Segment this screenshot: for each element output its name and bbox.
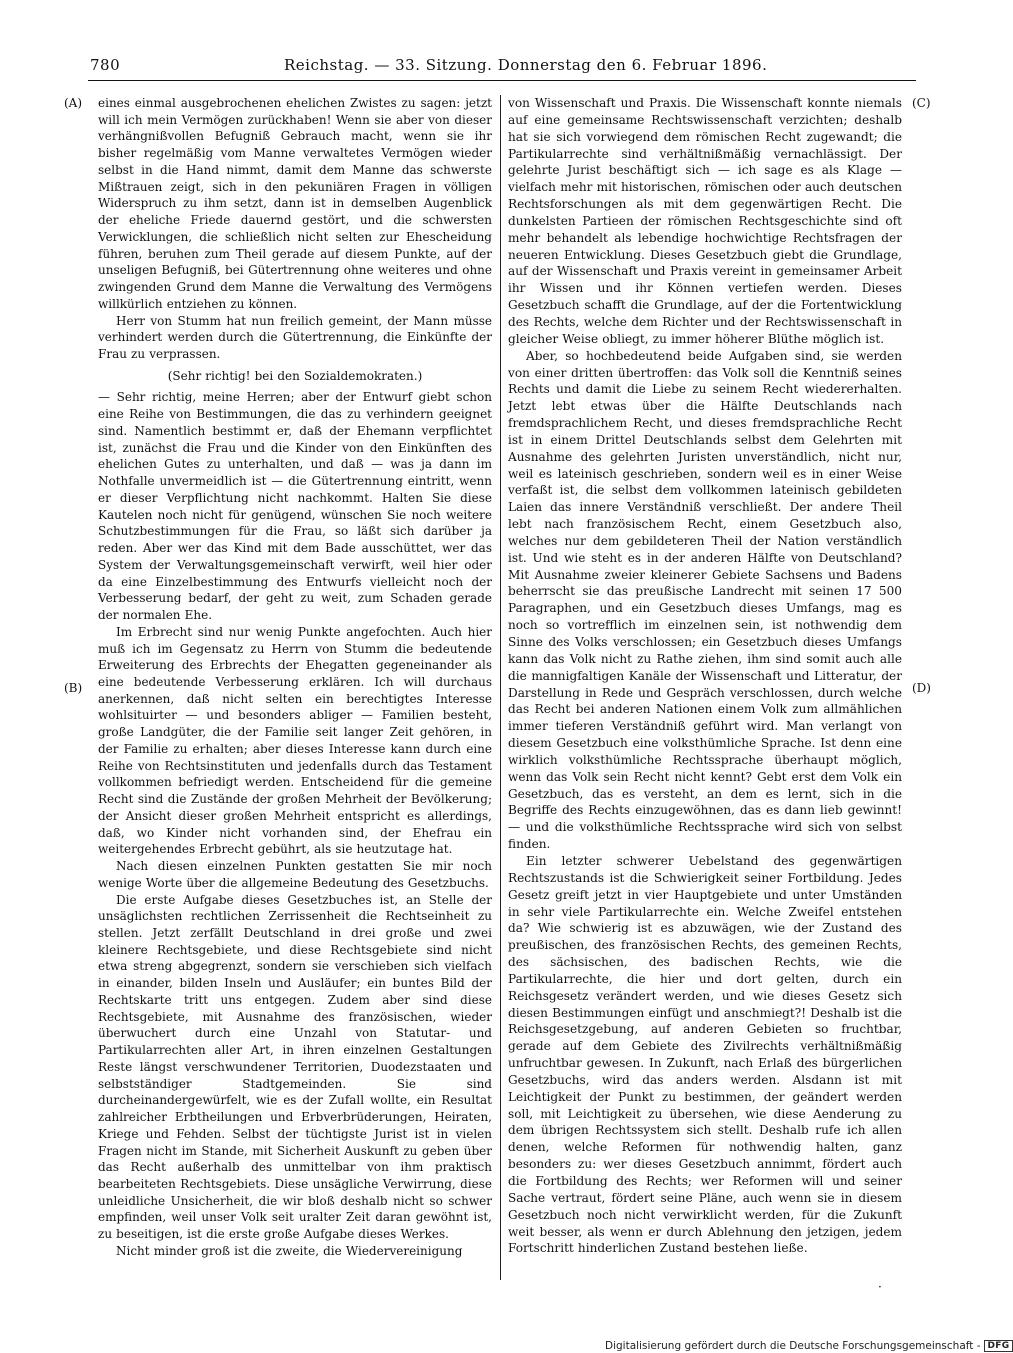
footer-credit bbox=[605, 1340, 1013, 1352]
margin-mark-c: (C) bbox=[912, 96, 931, 110]
paragraph: von Wissenschaft und Praxis. Die Wissenschaft konnte niemals auf eine gemeinsame Rechtswissenschaft verzichten; deshalb hat sie sich vorwiegend dem römischen Recht zugewandt; die Partikularrechte sind verhältnißmäßig vernachlässigt. Der gelehrte Jurist beschäftigt sich — ich sage es als Klage — vielfach mehr mit historischen, römischen oder auch deutschen Rechtsforschungen als mit dem gegenwärtigen Recht. Die dunkelsten Partieen der römischen Rechtsgeschichte sind oft mehr behandelt als lebendige hochwichtige Rechtsfragen der neueren Entwicklung. Dieses Gesetzbuch giebt die Grundlage, auf der Wissenschaft und Praxis vereint in gemeinsamer Arbeit ihr Wissen und ihr Können vertiefen werden. Dieses Gesetzbuch schafft die Grundlage, auf der die Fortentwicklung des Rechts, welche dem Richter und der Rechtswissenschaft in gleicher Weise obliegt, zu immer höherer Blüthe möglich ist. bbox=[508, 96, 902, 346]
paragraph: — Sehr richtig, meine Herren; aber der Entwurf giebt schon eine Reihe von Bestimmungen, die das zu verhindern geeignet sind. Namentlich bestimmt er, daß der Ehemann verpflichtet ist, zunächst die Frau und die Kinder von den Einkünften des ehelichen Gutes zu unterhalten, und daß — was ja dann im Nothfalle unvermeidlich ist — die Gütertrennung eintritt, wenn er dieser Verpflichtung nicht nachkommt. Halten Sie diese Kautelen noch nicht für genügend, wünschen Sie noch weitere Schutzbestimmungen für die Frau, so läßt sich darüber ja reden. Aber wer das Kind mit dem Bade ausschüttet, wer das System der Verwaltungsgemeinschaft verwirft, weil hier oder da eine Einzelbestimmung des Entwurfs vielleicht noch der Verbesserung bedarf, der geht zu weit, zum Schaden gerade der normalen Ehe. bbox=[98, 390, 492, 623]
column-divider bbox=[500, 95, 501, 1280]
margin-mark-a: (A) bbox=[64, 96, 83, 110]
margin-mark-d: (D) bbox=[912, 681, 931, 695]
paragraph: Nach diesen einzelnen Punkten gestatten Sie mir noch wenige Worte über die allgemeine Bedeutung des Gesetzbuchs. bbox=[98, 859, 492, 890]
running-title: Reichstag. — 33. Sitzung. Donnerstag den 6. Februar 1896. bbox=[284, 56, 768, 74]
paragraph: Ein letzter schwerer Uebelstand des gegenwärtigen Rechtszustands ist die Schwierigkeit seiner Fortbildung. Jedes Gesetz greift jetzt in vier Hauptgebiete und unter Umständen in sehr viele Partikularrechte ein. Welche Zweifel entstehen da? Wie schwierig ist es abzuwägen, wie der Zustand des preußischen, des französischen Rechts, des gemeinen Rechts, des sächsischen, des badischen Rechts, wie die Partikularrechte, die hier und dort gelten, durch ein Reichsgesetz verändert werden, und wie dieses Gesetz sich diesen Bestimmungen einfügt und anschmiegt?! Deshalb ist die Reichsgesetzgebung, auf anderen Gebieten so fruchtbar, gerade auf dem Gebiete des Zivilrechts verhältnißmäßig unfruchtbar gewesen. In Zukunft, nach Erlaß des bürgerlichen Gesetzbuchs, wird das anders werden. Alsdann ist mit Leichtigkeit der Punkt zu bestimmen, der geändert werden soll, mit Leichtigkeit zu übersehen, wie diese Aenderung zu dem übrigen Rechtssystem sich stellt. Deshalb rufe ich allen denen, welche Reformen für nothwendig halten, ganz besonders zu: wer dieses Gesetzbuch annimmt, fördert auch die Fortbildung des Rechts; wer Reformen will und seiner Sache vertraut, fördert seine Pläne, auch wenn sie in diesem Gesetzbuch noch nicht verwirklicht werden, für die Zukunft weit besser, als wenn er durch Ablehnung den jetzigen, jedem Fortschritt hinderlichen Zustand bestehen ließe. bbox=[508, 853, 902, 1256]
page-number: 780 bbox=[90, 56, 121, 74]
paragraph: Herr von Stumm hat nun freilich gemeint, der Mann müsse verhindert werden durch die Gütertrennung, die Einkünfte der Frau zu verprassen. bbox=[98, 313, 492, 362]
paragraph: Im Erbrecht sind nur wenig Punkte angefochten. Auch hier muß ich im Gegensatz zu Herrn von Stumm die bedeutende Erweiterung des Erbrechts der Ehegatten gegeneinander als eine bedeutende Verbesserung erklären. Ich will durchaus anerkennen, daß nicht selten ein berechtigtes Interesse wohlsituirter — und besonders abliger — Familien besteht, große Landgüter, die der Familie seit langer Zeit gehören, in der Familie zu erhalten; aber dieses Interesse kann durch eine Reihe von Rechtsinstituten und jedenfalls durch das Testament vollkommen befriedigt werden. Entscheidend für die gemeine Recht sind die Zustände der großen Mehrheit der Bevölkerung; der Ansicht dieser großen Mehrheit entspricht es allerdings, daß, wo Kinder nicht vorhanden sind, der Ehefrau ein weitergehendes Erbrecht gebührt, als sie heutzutage hat. bbox=[98, 624, 492, 857]
footer-text: Digitalisierung gefördert durch die Deutsche Forschungsgemeinschaft - bbox=[605, 1340, 981, 1352]
dfg-logo: DFG bbox=[984, 1340, 1013, 1352]
page-header bbox=[64, 52, 938, 78]
stray-mark: · bbox=[878, 1280, 882, 1294]
right-column bbox=[508, 95, 902, 1257]
header-rule bbox=[88, 80, 916, 81]
left-column bbox=[98, 95, 492, 1260]
paragraph: Aber, so hochbedeutend beide Aufgaben sind, sie werden von einer dritten übertroffen: das Volk soll die Kenntniß seines Rechts und damit die Liebe zu seinem Recht wiedererhalten. Jetzt lebt etwas über die Hälfte Deutschlands nach fremdsprachlichem Recht, und dieses fremdsprachliche Recht ist in einem Drittel Deutschlands selbst dem Gelehrten mit Ausnahme des gelehrten Juristen unverständlich, nicht nur, weil es lateinisch geschrieben, sondern weil es in einer Weise verfaßt ist, die selbst dem vollkommen lateinisch gebildeten Laien das innere Verständniß verschließt. Der andere Theil lebt nach französischem Recht, einem Gesetzbuch also, welches nur dem gebildeteren Theil der Nation verständlich ist. Und wie steht es in der anderen Hälfte von Deutschland? Mit Ausnahme zweier kleinerer Gebiete Sachsens und Badens beherrscht sie das preußische Landrecht mit seinen 17 500 Paragraphen, und ein Gesetzbuch dieses Umfangs, mag es noch so vortrefflich im einzelnen sein, ist nothwendig dem Sinne des Volks verschlossen; ein Gesetzbuch dieses Umfangs kann das Volk nicht zu Rathe ziehen, ihm sind somit auch alle die mannigfaltigen Kanäle der Wissenschaft und Litteratur, der Darstellung in Rede und Gespräch verschlossen, durch welche das Recht bei anderen Nationen einem Volk zum allmählichen immer tieferen Verständniß geführt wird. Man verlangt von diesem Gesetzbuch eine volksthümliche Sprache. Ist denn eine wirklich volksthümliche Rechtssprache überhaupt möglich, wenn das Volk sein Recht nicht kennt? Gebt erst dem Volk ein Gesetzbuch, das es versteht, an dem es lernt, sich in die Begriffe des Rechts einzugewöhnen, das es dann lieb gewinnt! — und die volksthümliche Rechtssprache wird sich von selbst finden. bbox=[508, 348, 902, 852]
interjection: (Sehr richtig! bei den Sozialdemokraten.) bbox=[167, 368, 423, 383]
margin-mark-b: (B) bbox=[64, 681, 83, 695]
paragraph: eines einmal ausgebrochenen ehelichen Zwistes zu sagen: jetzt will ich mein Vermögen zurückhaben! Wenn sie aber von dieser verhängnißvollen Befugniß Gebrauch macht, wenn sie ihr bisher regelmäßig vom Manne verwaltetes Vermögen wieder selbst in die Hand nimmt, damit dem Manne das schwerste Mißtrauen zeigt, sich in den pekuniären Fragen in völligen Widerspruch zu ihm setzt, dann ist in demselben Augenblick der eheliche Friede dauernd gestört, und die schwersten Verwicklungen, die schließlich nicht selten zur Ehescheidung führen, beruhen zum Theil gerade auf diesem Punkte, auf der unseligen Befugniß, bei Gütertrennung ohne weiteres und ohne zwingenden Grund dem Manne die Verwaltung des Vermögens willkürlich entziehen zu können. bbox=[98, 96, 492, 311]
paragraph: Nicht minder groß ist die zweite, die Wiedervereinigung bbox=[116, 1243, 463, 1258]
paragraph: Die erste Aufgabe dieses Gesetzbuches ist, an Stelle der unsäglichsten rechtlichen Zerrissenheit die Rechtseinheit zu stellen. Jetzt zerfällt Deutschland in drei große und zwei kleinere Rechtsgebiete, und diese Rechtsgebiete sind nicht etwa streng abgegrenzt, sondern sie verschieben sich vielfach in einander, bilden Inseln und Ausläufer; ein buntes Bild der Rechtskarte tritt uns entgegen. Zudem aber sind diese Rechtsgebiete, mit Ausnahme des französischen, wieder überwuchert durch eine Unzahl von Statutar- und Partikularrechten aller Art, in ihren einzelnen Gestaltungen Reste längst verschwundener Territorien, Duodezstaaten und selbstständiger Stadtgemeinden. Sie sind durcheinandergewürfelt, wie es der Zufall wollte, ein Resultat zahlreicher Erbtheilungen und Erbverbrüderungen, Heiraten, Kriege und Fehden. Selbst der tüchtigste Jurist ist in vielen Fragen nicht im Stande, mit Sicherheit Auskunft zu geben über das Recht außerhalb des unmittelbar von ihm praktisch bearbeiteten Rechtsgebiets. Diese unsägliche Verwirrung, diese unleidliche Unsicherheit, die wir bloß deshalb nicht so schwer empfinden, weil unser Volk seit uralter Zeit daran gewöhnt ist, zu beseitigen, ist die erste große Aufgabe dieses Werkes. bbox=[98, 892, 492, 1242]
